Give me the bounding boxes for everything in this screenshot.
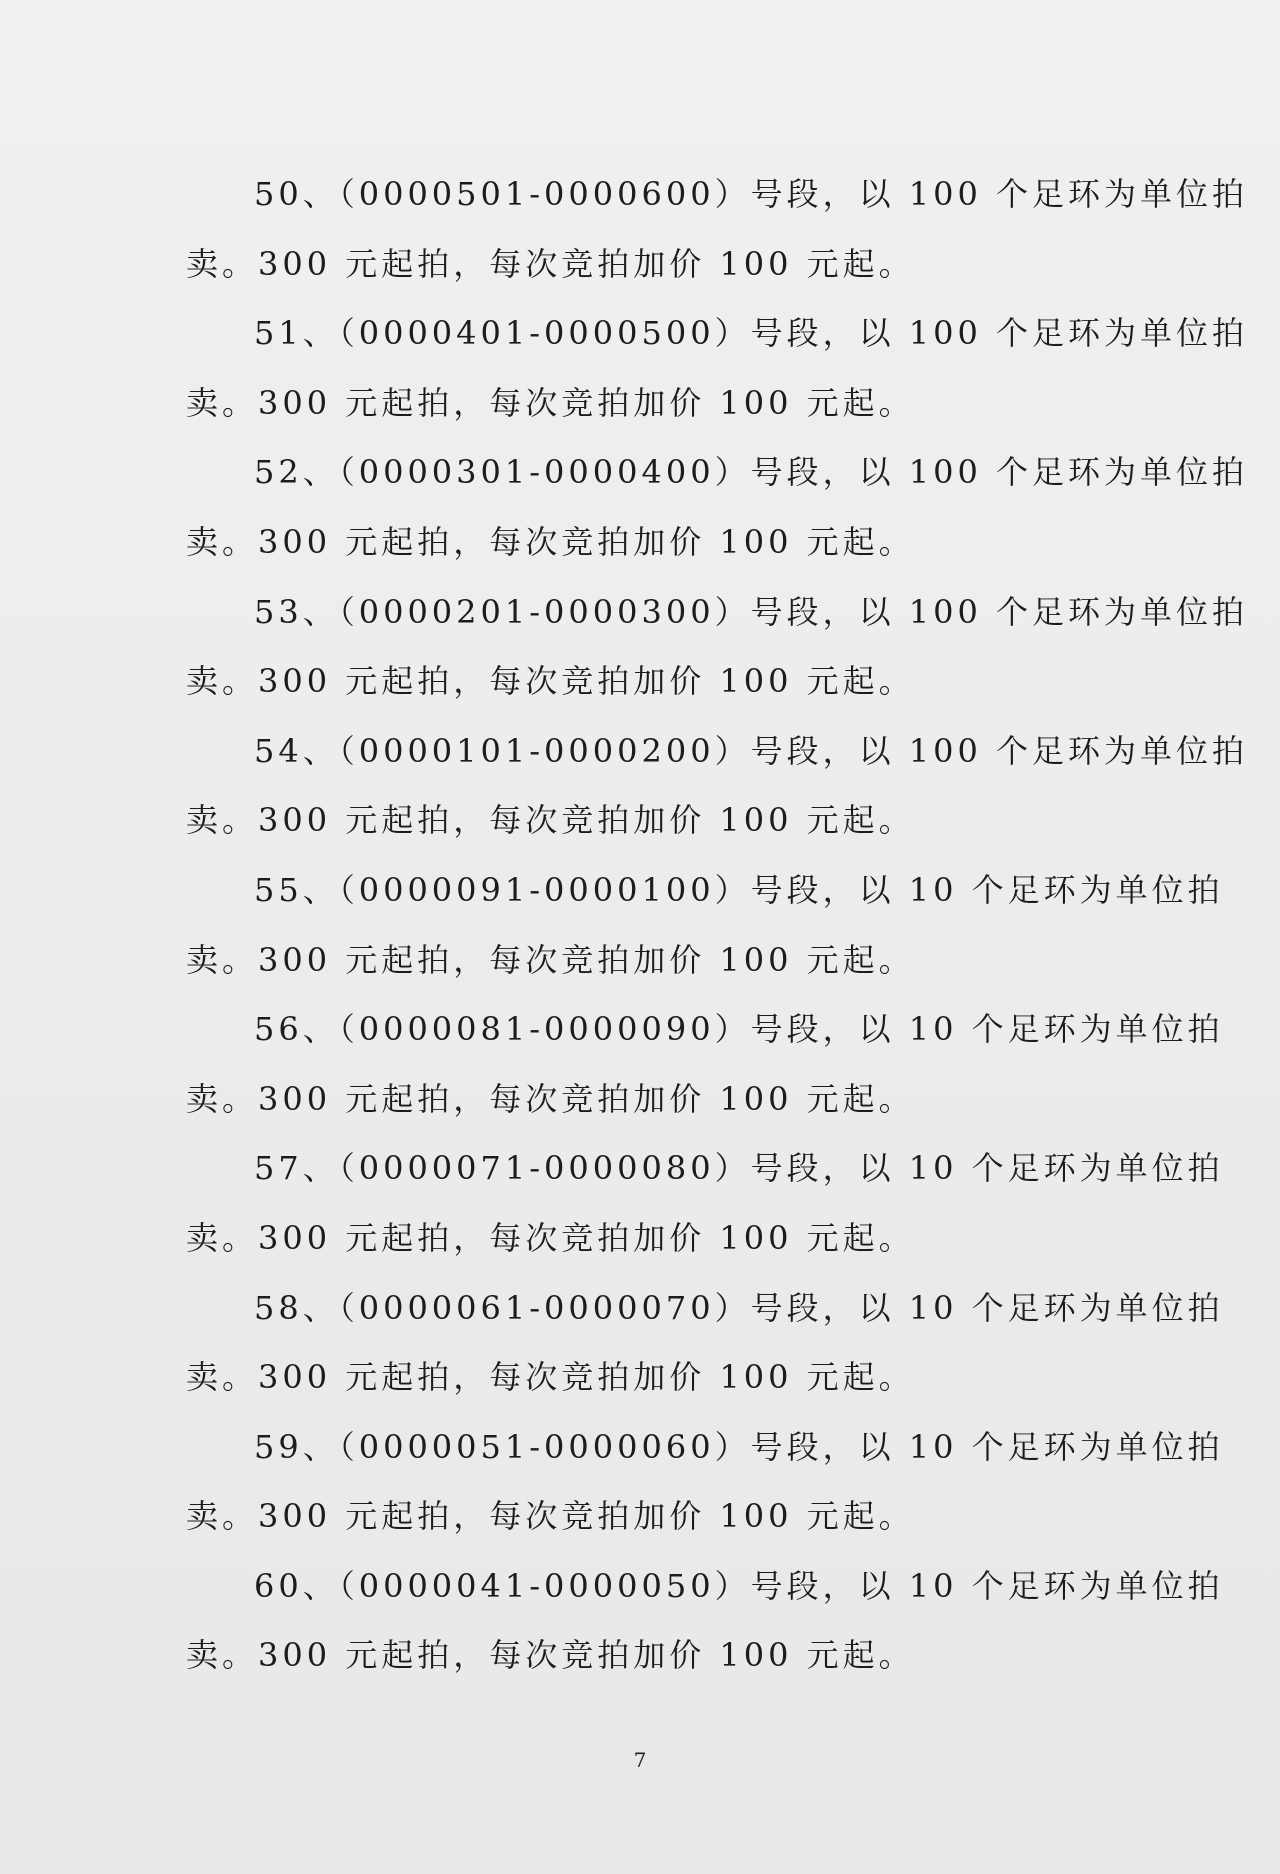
paragraph-line-first: 60、（0000041-0000050）号段，以 10 个足环为单位拍	[254, 1566, 1224, 1605]
auction-item-58	[186, 1274, 1224, 1413]
auction-item-53	[186, 578, 1248, 717]
paragraph-line-second: 卖。300 元起拍，每次竞拍加价 100 元起。	[186, 1636, 915, 1675]
paragraph-line-second: 卖。300 元起拍，每次竞拍加价 100 元起。	[186, 1358, 915, 1397]
paragraph-line-second: 卖。300 元起拍，每次竞拍加价 100 元起。	[186, 1497, 915, 1536]
page-number: 7	[633, 1748, 647, 1772]
paragraph-line-first: 53、（0000201-0000300）号段，以 100 个足环为单位拍	[254, 592, 1248, 631]
paragraph-line-first: 57、（0000071-0000080）号段，以 10 个足环为单位拍	[254, 1149, 1224, 1188]
paragraph-line-first: 54、（0000101-0000200）号段，以 100 个足环为单位拍	[254, 731, 1248, 770]
paragraph-line-second: 卖。300 元起拍，每次竞拍加价 100 元起。	[186, 1079, 915, 1118]
document-body	[186, 160, 1248, 1691]
auction-item-50	[186, 160, 1248, 299]
paragraph-line-second: 卖。300 元起拍，每次竞拍加价 100 元起。	[186, 1218, 915, 1257]
paragraph-line-second: 卖。300 元起拍，每次竞拍加价 100 元起。	[186, 244, 915, 283]
auction-item-51	[186, 299, 1248, 438]
auction-item-52	[186, 438, 1248, 577]
paragraph-line-first: 52、（0000301-0000400）号段，以 100 个足环为单位拍	[254, 453, 1248, 492]
paragraph-line-first: 55、（0000091-0000100）号段，以 10 个足环为单位拍	[254, 870, 1224, 909]
auction-item-54	[186, 717, 1248, 856]
paragraph-line-second: 卖。300 元起拍，每次竞拍加价 100 元起。	[186, 522, 915, 561]
auction-item-55	[186, 856, 1224, 995]
paragraph-line-second: 卖。300 元起拍，每次竞拍加价 100 元起。	[186, 383, 915, 422]
paragraph-line-second: 卖。300 元起拍，每次竞拍加价 100 元起。	[186, 940, 915, 979]
paragraph-line-first: 59、（0000051-0000060）号段，以 10 个足环为单位拍	[254, 1427, 1224, 1466]
auction-item-60	[186, 1552, 1224, 1691]
auction-item-59	[186, 1413, 1224, 1552]
paragraph-line-first: 56、（0000081-0000090）号段，以 10 个足环为单位拍	[254, 1010, 1224, 1049]
paragraph-line-second: 卖。300 元起拍，每次竞拍加价 100 元起。	[186, 662, 915, 701]
auction-item-57	[186, 1134, 1224, 1273]
auction-item-56	[186, 995, 1224, 1134]
paragraph-line-first: 50、（0000501-0000600）号段，以 100 个足环为单位拍	[254, 175, 1248, 213]
paragraph-line-second: 卖。300 元起拍，每次竞拍加价 100 元起。	[186, 801, 915, 840]
paragraph-line-first: 58、（0000061-0000070）号段，以 10 个足环为单位拍	[254, 1288, 1224, 1327]
paragraph-line-first: 51、（0000401-0000500）号段，以 100 个足环为单位拍	[254, 314, 1248, 353]
